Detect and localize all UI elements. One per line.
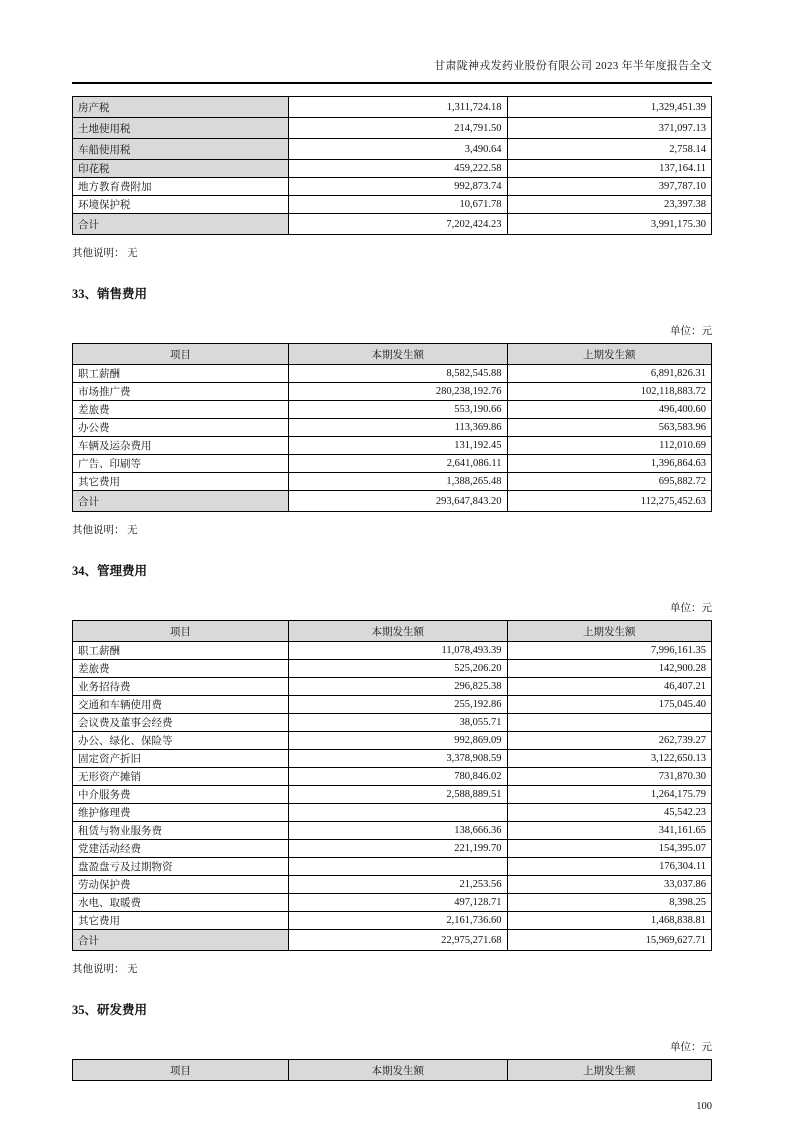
row-current-period-value: 22,975,271.68	[288, 930, 507, 951]
row-current-period-value: 7,202,424.23	[288, 214, 507, 235]
table-row	[73, 473, 712, 491]
rd-expenses-table	[72, 1059, 712, 1081]
table-header-row	[73, 621, 712, 642]
row-item-label: 职工薪酬	[73, 365, 289, 383]
sales-table-head	[73, 344, 712, 365]
table-row	[73, 768, 712, 786]
table-row	[73, 401, 712, 419]
row-prior-period-value: 1,264,175.79	[507, 786, 712, 804]
row-item-label: 市场推广费	[73, 383, 289, 401]
row-item-label: 车船使用税	[73, 139, 289, 160]
table-row	[73, 894, 712, 912]
admin-table-body	[73, 642, 712, 951]
row-item-label: 党建活动经费	[73, 840, 289, 858]
sales-expenses-table	[72, 343, 712, 512]
row-current-period-value: 3,490.64	[288, 139, 507, 160]
row-current-period-value: 293,647,843.20	[288, 491, 507, 512]
row-current-period-value: 38,055.71	[288, 714, 507, 732]
table-row	[73, 930, 712, 951]
table-row	[73, 732, 712, 750]
row-current-period-value: 280,238,192.76	[288, 383, 507, 401]
row-current-period-value: 553,190.66	[288, 401, 507, 419]
row-prior-period-value: 175,045.40	[507, 696, 712, 714]
table-row	[73, 858, 712, 876]
row-prior-period-value: 6,891,826.31	[507, 365, 712, 383]
row-prior-period-value: 496,400.60	[507, 401, 712, 419]
row-prior-period-value: 8,398.25	[507, 894, 712, 912]
row-prior-period-value: 397,787.10	[507, 178, 712, 196]
row-current-period-value: 780,846.02	[288, 768, 507, 786]
row-item-label: 广告、印刷等	[73, 455, 289, 473]
table-row	[73, 383, 712, 401]
table-row	[73, 714, 712, 732]
table-header-row	[73, 1060, 712, 1081]
row-prior-period-value: 695,882.72	[507, 473, 712, 491]
table-row	[73, 822, 712, 840]
page-number: 100	[696, 1101, 712, 1112]
table-row	[73, 196, 712, 214]
table-row	[73, 178, 712, 196]
row-item-label: 合计	[73, 214, 289, 235]
row-item-label: 水电、取暖费	[73, 894, 289, 912]
row-prior-period-value: 262,739.27	[507, 732, 712, 750]
row-item-label: 印花税	[73, 160, 289, 178]
column-header-current-period: 本期发生额	[288, 621, 507, 642]
row-item-label: 中介服务费	[73, 786, 289, 804]
row-item-label: 职工薪酬	[73, 642, 289, 660]
row-current-period-value: 11,078,493.39	[288, 642, 507, 660]
row-prior-period-value: 1,468,838.81	[507, 912, 712, 930]
row-current-period-value: 1,388,265.48	[288, 473, 507, 491]
row-prior-period-value: 102,118,883.72	[507, 383, 712, 401]
table-row	[73, 678, 712, 696]
row-item-label: 会议费及董事会经费	[73, 714, 289, 732]
row-item-label: 合计	[73, 491, 289, 512]
table-row	[73, 876, 712, 894]
row-prior-period-value: 33,037.86	[507, 876, 712, 894]
unit-label-admin: 单位：元	[670, 603, 712, 614]
row-prior-period-value: 2,758.14	[507, 139, 712, 160]
row-item-label: 地方教育费附加	[73, 178, 289, 196]
rd-table-head	[73, 1060, 712, 1081]
column-header-current-period: 本期发生额	[288, 1060, 507, 1081]
admin-table-head	[73, 621, 712, 642]
unit-label-rd: 单位：元	[670, 1042, 712, 1053]
table-row	[73, 214, 712, 235]
row-item-label: 维护修理费	[73, 804, 289, 822]
row-item-label: 租赁与物业服务费	[73, 822, 289, 840]
column-header-prior-period: 上期发生额	[507, 1060, 712, 1081]
row-item-label: 办公、绿化、保险等	[73, 732, 289, 750]
sales-table-body	[73, 365, 712, 512]
row-current-period-value: 525,206.20	[288, 660, 507, 678]
row-prior-period-value	[507, 714, 712, 732]
row-prior-period-value: 23,397.38	[507, 196, 712, 214]
column-header-item: 项目	[73, 621, 289, 642]
row-prior-period-value: 45,542.23	[507, 804, 712, 822]
row-current-period-value: 2,588,889.51	[288, 786, 507, 804]
column-header-prior-period: 上期发生额	[507, 621, 712, 642]
section-title-rd-expenses: 35、研发费用	[72, 1003, 148, 1017]
unit-label-sales: 单位：元	[670, 326, 712, 337]
row-item-label: 车辆及运杂费用	[73, 437, 289, 455]
section-title-sales-expenses: 33、销售费用	[72, 287, 148, 301]
row-prior-period-value: 112,275,452.63	[507, 491, 712, 512]
row-current-period-value	[288, 804, 507, 822]
row-prior-period-value: 3,122,650.13	[507, 750, 712, 768]
row-prior-period-value: 7,996,161.35	[507, 642, 712, 660]
row-item-label: 差旅费	[73, 401, 289, 419]
section-title-admin-expenses: 34、管理费用	[72, 564, 148, 578]
row-current-period-value: 10,671.78	[288, 196, 507, 214]
sales-table-note: 其他说明： 无	[72, 525, 138, 536]
row-current-period-value: 1,311,724.18	[288, 97, 507, 118]
column-header-prior-period: 上期发生额	[507, 344, 712, 365]
row-current-period-value: 214,791.50	[288, 118, 507, 139]
row-prior-period-value: 341,161.65	[507, 822, 712, 840]
row-current-period-value: 2,641,086.11	[288, 455, 507, 473]
table-row	[73, 139, 712, 160]
row-prior-period-value: 1,396,864.63	[507, 455, 712, 473]
tax-table-body	[73, 97, 712, 235]
row-current-period-value: 138,666.36	[288, 822, 507, 840]
table-row	[73, 912, 712, 930]
row-item-label: 其它费用	[73, 912, 289, 930]
row-current-period-value: 255,192.86	[288, 696, 507, 714]
row-current-period-value	[288, 858, 507, 876]
row-current-period-value: 296,825.38	[288, 678, 507, 696]
row-current-period-value: 992,873.74	[288, 178, 507, 196]
table-header-row	[73, 344, 712, 365]
table-row	[73, 419, 712, 437]
tax-table	[72, 96, 712, 235]
table-row	[73, 491, 712, 512]
row-current-period-value: 3,378,908.59	[288, 750, 507, 768]
row-prior-period-value: 176,304.11	[507, 858, 712, 876]
table-row	[73, 455, 712, 473]
row-item-label: 房产税	[73, 97, 289, 118]
tax-table-note: 其他说明： 无	[72, 248, 138, 259]
row-item-label: 土地使用税	[73, 118, 289, 139]
column-header-item: 项目	[73, 344, 289, 365]
row-item-label: 环境保护税	[73, 196, 289, 214]
row-current-period-value: 21,253.56	[288, 876, 507, 894]
row-item-label: 合计	[73, 930, 289, 951]
table-row	[73, 118, 712, 139]
row-prior-period-value: 731,870.30	[507, 768, 712, 786]
row-prior-period-value: 1,329,451.39	[507, 97, 712, 118]
row-prior-period-value: 46,407.21	[507, 678, 712, 696]
row-prior-period-value: 563,583.96	[507, 419, 712, 437]
row-prior-period-value: 371,097.13	[507, 118, 712, 139]
table-row	[73, 365, 712, 383]
row-item-label: 办公费	[73, 419, 289, 437]
table-row	[73, 437, 712, 455]
row-current-period-value: 8,582,545.88	[288, 365, 507, 383]
row-prior-period-value: 15,969,627.71	[507, 930, 712, 951]
row-item-label: 无形资产摊销	[73, 768, 289, 786]
row-item-label: 固定资产折旧	[73, 750, 289, 768]
row-item-label: 交通和车辆使用费	[73, 696, 289, 714]
admin-expenses-table	[72, 620, 712, 951]
row-prior-period-value: 142,900.28	[507, 660, 712, 678]
row-current-period-value: 113,369.86	[288, 419, 507, 437]
row-item-label: 盘盈盘亏及过期物资	[73, 858, 289, 876]
admin-table-note: 其他说明： 无	[72, 964, 138, 975]
row-current-period-value: 497,128.71	[288, 894, 507, 912]
table-row	[73, 750, 712, 768]
row-prior-period-value: 3,991,175.30	[507, 214, 712, 235]
row-prior-period-value: 137,164.11	[507, 160, 712, 178]
row-prior-period-value: 154,395.07	[507, 840, 712, 858]
row-item-label: 劳动保护费	[73, 876, 289, 894]
row-current-period-value: 221,199.70	[288, 840, 507, 858]
table-row	[73, 160, 712, 178]
row-current-period-value: 992,869.09	[288, 732, 507, 750]
row-prior-period-value: 112,010.69	[507, 437, 712, 455]
row-current-period-value: 131,192.45	[288, 437, 507, 455]
table-row	[73, 804, 712, 822]
table-row	[73, 642, 712, 660]
document-header-title: 甘肃陇神戎发药业股份有限公司 2023 年半年度报告全文	[72, 57, 712, 84]
row-item-label: 其它费用	[73, 473, 289, 491]
row-current-period-value: 459,222.58	[288, 160, 507, 178]
table-row	[73, 840, 712, 858]
row-item-label: 差旅费	[73, 660, 289, 678]
column-header-current-period: 本期发生额	[288, 344, 507, 365]
table-row	[73, 696, 712, 714]
table-row	[73, 660, 712, 678]
column-header-item: 项目	[73, 1060, 289, 1081]
row-item-label: 业务招待费	[73, 678, 289, 696]
table-row	[73, 786, 712, 804]
table-row	[73, 97, 712, 118]
row-current-period-value: 2,161,736.60	[288, 912, 507, 930]
